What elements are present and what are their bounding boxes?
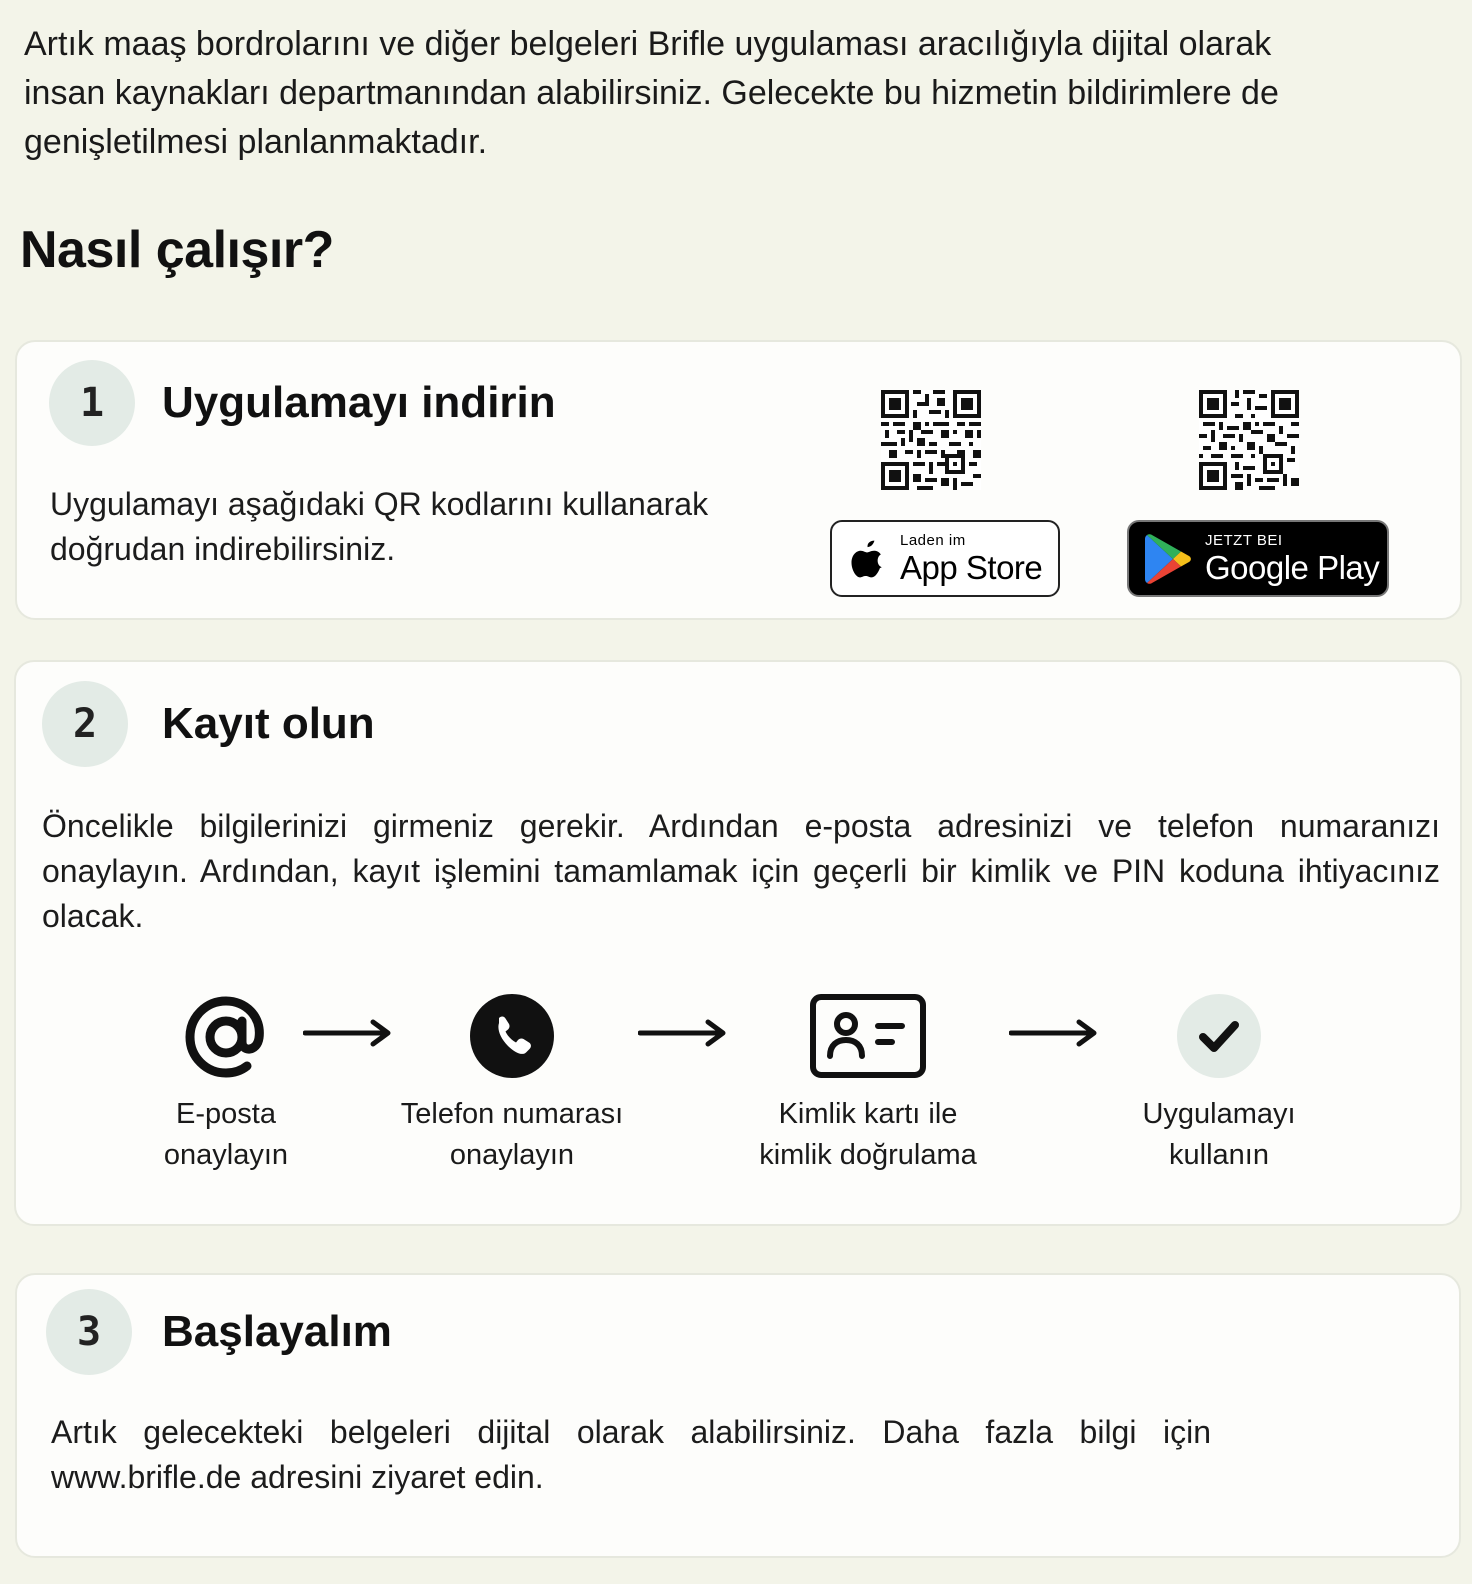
appstore-qr-code[interactable] (881, 390, 981, 490)
flow-step-phone-line-2: onaylayın (449, 1139, 575, 1171)
apple-icon (848, 537, 888, 581)
section-title: Nasıl çalışır? (20, 221, 334, 279)
step-number-3: 3 (46, 1289, 132, 1375)
intro-paragraph (24, 20, 1424, 167)
step-title-start: Başlayalım (162, 1307, 392, 1356)
flow-step-phone (381, 994, 643, 1176)
flow-step-id-card-line-1: Kimlik kartı ile (778, 1098, 958, 1130)
phone-icon (470, 994, 554, 1078)
intro-line-1: Artık maaş bordrolarını ve diğer belgeleri Brifle uygulaması aracılığıyla dijital olarak (24, 25, 1272, 63)
appstore-badge-button[interactable] (830, 520, 1060, 597)
intro-line-2: insan kaynakları departmanından alabilirsiniz. Gelecekte bu hizmetin bildirimlere de (24, 74, 1279, 112)
step-card-register (14, 660, 1462, 1226)
flow-step-email-line-2: onaylayın (163, 1139, 289, 1171)
flow-step-email-line-1: E-posta (176, 1098, 276, 1130)
step-number-1: 1 (49, 360, 135, 446)
googleplay-badge-button[interactable] (1127, 520, 1389, 597)
step-card-start (15, 1273, 1461, 1558)
appstore-badge-big-text: App Store (900, 548, 1043, 586)
flow-step-phone-line-1: Telefon numarası (400, 1098, 624, 1130)
googleplay-badge-big-text: Google Play (1205, 548, 1380, 586)
step-text-start (51, 1410, 1211, 1500)
check-icon (1177, 994, 1261, 1078)
step-text-start-line-2: www.brifle.de adresini ziyaret edin. (51, 1459, 544, 1495)
step-title-register: Kayıt olun (162, 699, 375, 748)
id-card-icon (810, 994, 926, 1078)
googleplay-badge-small-text: JETZT BEI (1205, 531, 1283, 549)
step-number-2: 2 (42, 681, 128, 767)
intro-line-3: genişletilmesi planlanmaktadır. (24, 123, 488, 161)
flow-step-use-app-line-1: Uygulamayı (1142, 1098, 1296, 1130)
flow-arrow-3 (1009, 1017, 1099, 1049)
step-text-register: Öncelikle bilgilerinizi girmeniz gerekir. Ardından e-posta adresinizi ve telefon numaranızı onaylayın. Ardından, kayıt işlemini tamamlamak için geçerli bir kimlik ve PIN koduna ihtiyacınız olacak. (42, 808, 1440, 934)
at-sign-icon (183, 994, 269, 1080)
step-text-download-line-1: Uygulamayı aşağıdaki QR kodlarını kullanarak (50, 486, 709, 522)
step-title-download: Uygulamayı indirin (162, 378, 556, 427)
flow-step-id-card (738, 994, 998, 1176)
step-card-download (15, 340, 1462, 620)
flow-step-id-card-line-2: kimlik doğrulama (759, 1139, 977, 1171)
flow-step-use-app (1099, 994, 1339, 1176)
google-play-icon (1143, 531, 1193, 587)
flow-arrow-2 (638, 1017, 728, 1049)
step-text-download-line-2: doğrudan indirebilirsiniz. (50, 531, 396, 567)
flow-step-use-app-line-2: kullanın (1169, 1139, 1269, 1171)
googleplay-qr-code[interactable] (1199, 390, 1299, 490)
appstore-badge-small-text: Laden im (900, 531, 966, 549)
step-text-start-line-1: Artık gelecekteki belgeleri dijital olarak alabilirsiniz. Daha fazla bilgi için (51, 1414, 1211, 1450)
step-text-download (50, 482, 708, 572)
flow-arrow-1 (303, 1017, 393, 1049)
